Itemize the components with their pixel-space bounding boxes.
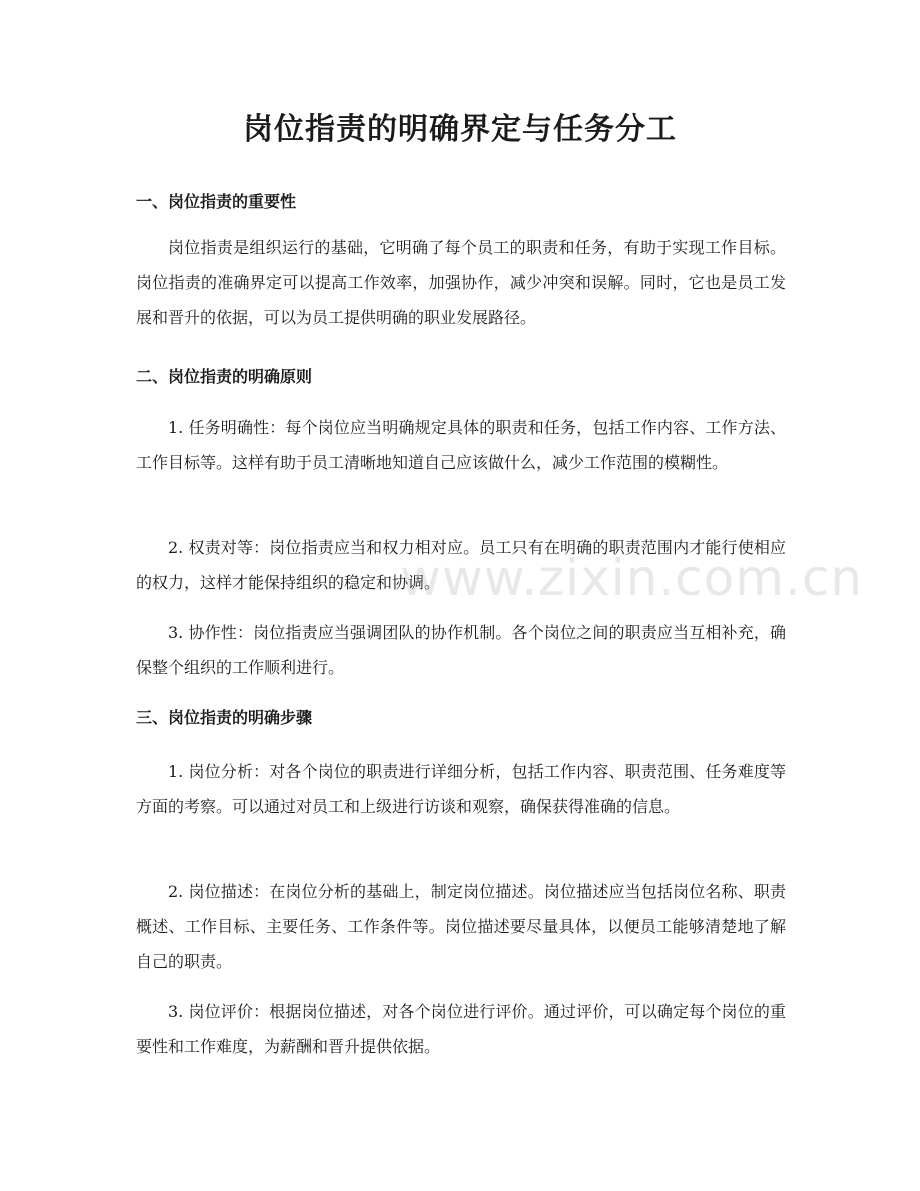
watermark-text: www.zixin.com.cn bbox=[400, 549, 864, 607]
section-3-paragraph-3: 3. 岗位评价：根据岗位描述，对各个岗位进行评价。通过评价，可以确定每个岗位的重要性和工作难度，为薪酬和晋升提供依据。 bbox=[136, 1002, 786, 1056]
section-heading-1: 一、岗位指责的重要性 bbox=[136, 192, 297, 211]
section-3-paragraph-1: 1. 岗位分析：对各个岗位的职责进行详细分析，包括工作内容、职责范围、任务难度等方面的考察。可以通过对员工和上级进行访谈和观察，确保获得准确的信息。 bbox=[136, 762, 786, 816]
section-2-paragraph-3: 3. 协作性：岗位指责应当强调团队的协作机制。各个岗位之间的职责应当互相补充，确保整个组织的工作顺利进行。 bbox=[136, 623, 786, 677]
section-3-paragraph-2: 2. 岗位描述：在岗位分析的基础上，制定岗位描述。岗位描述应当包括岗位名称、职责概述、工作目标、主要任务、工作条件等。岗位描述要尽量具体，以便员工能够清楚地了解自己的职责。 bbox=[136, 882, 786, 971]
section-2-paragraph-1: 1. 任务明确性：每个岗位应当明确规定具体的职责和任务，包括工作内容、工作方法、工作目标等。这样有助于员工清晰地知道自己应该做什么，减少工作范围的模糊性。 bbox=[136, 418, 786, 472]
section-1-paragraph-1: 岗位指责是组织运行的基础，它明确了每个员工的职责和任务，有助于实现工作目标。岗位指责的准确界定可以提高工作效率，加强协作，减少冲突和误解。同时，它也是员工发展和晋升的依据，可以为员工提供明确的职业发展路径。 bbox=[136, 238, 786, 327]
section-heading-3: 三、岗位指责的明确步骤 bbox=[136, 708, 313, 727]
section-2-paragraph-2: 2. 权责对等：岗位指责应当和权力相对应。员工只有在明确的职责范围内才能行使相应的权力，这样才能保持组织的稳定和协调。 bbox=[136, 538, 786, 592]
section-heading-2: 二、岗位指责的明确原则 bbox=[136, 367, 313, 386]
page-title: 岗位指责的明确界定与任务分工 bbox=[243, 112, 677, 147]
